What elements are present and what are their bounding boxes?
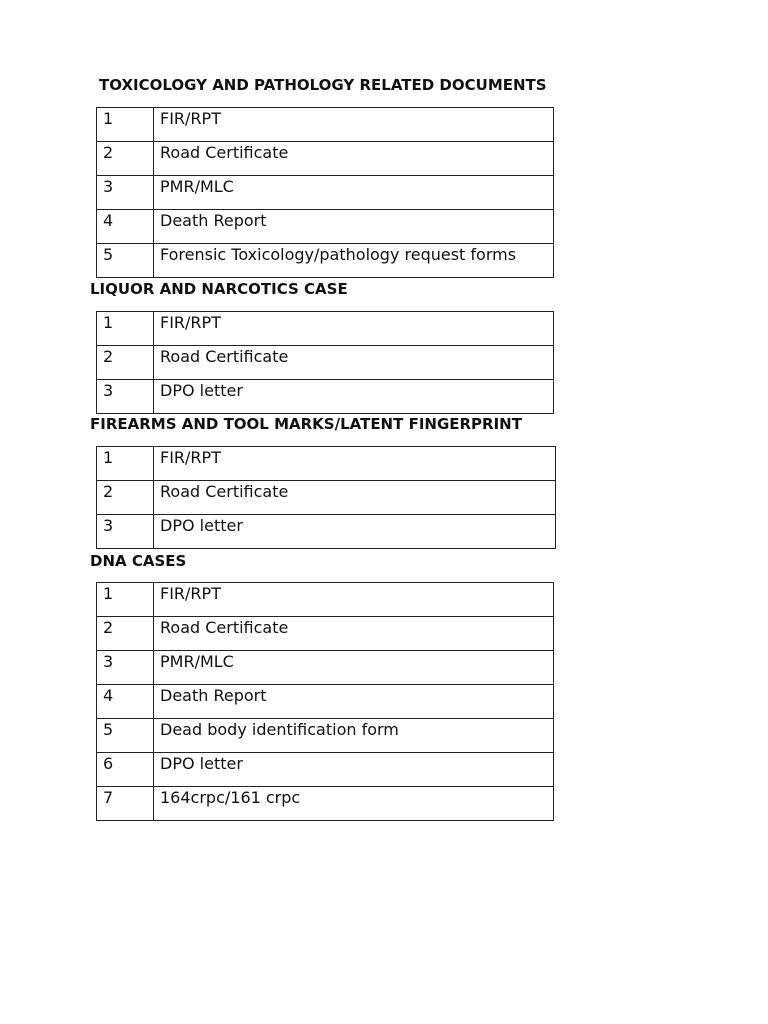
document-name: PMR/MLC (154, 176, 554, 210)
section-heading-firearms: FIREARMS AND TOOL MARKS/LATENT FINGERPRINT (90, 415, 522, 433)
row-number: 2 (97, 346, 154, 380)
document-name: Death Report (154, 210, 554, 244)
row-number: 5 (97, 719, 154, 753)
documents-table-liquor-narcotics (96, 311, 554, 414)
table-row (97, 312, 554, 346)
table-row (97, 787, 554, 821)
row-number: 1 (97, 583, 154, 617)
document-name: Dead body identification form (154, 719, 554, 753)
table-row (97, 617, 554, 651)
row-number: 1 (97, 312, 154, 346)
table-row (97, 380, 554, 414)
section-heading-toxicology: TOXICOLOGY AND PATHOLOGY RELATED DOCUMENTS (99, 76, 547, 94)
row-number: 2 (97, 617, 154, 651)
section-heading-dna: DNA CASES (90, 552, 187, 570)
table-row (97, 142, 554, 176)
document-name: Road Certificate (154, 617, 554, 651)
documents-table-firearms (96, 446, 556, 549)
row-number: 2 (97, 481, 154, 515)
document-name: Road Certificate (154, 142, 554, 176)
row-number: 3 (97, 651, 154, 685)
table-row (97, 719, 554, 753)
document-name: DPO letter (154, 515, 556, 549)
document-name: Road Certificate (154, 481, 556, 515)
table-row (97, 753, 554, 787)
row-number: 3 (97, 380, 154, 414)
row-number: 5 (97, 244, 154, 278)
document-name: FIR/RPT (154, 108, 554, 142)
document-name: DPO letter (154, 380, 554, 414)
document-name: Road Certificate (154, 346, 554, 380)
document-name: Forensic Toxicology/pathology request forms (154, 244, 554, 278)
table-row (97, 651, 554, 685)
table-row (97, 447, 556, 481)
table-row (97, 108, 554, 142)
table-row (97, 481, 556, 515)
documents-table-dna (96, 582, 554, 821)
document-name: 164crpc/161 crpc (154, 787, 554, 821)
row-number: 1 (97, 108, 154, 142)
table-row (97, 176, 554, 210)
document-name: FIR/RPT (154, 583, 554, 617)
table-row (97, 244, 554, 278)
table-row (97, 583, 554, 617)
document-name: FIR/RPT (154, 447, 556, 481)
document-name: FIR/RPT (154, 312, 554, 346)
section-heading-liquor-narcotics: LIQUOR AND NARCOTICS CASE (90, 280, 348, 298)
row-number: 1 (97, 447, 154, 481)
row-number: 4 (97, 685, 154, 719)
table-row (97, 346, 554, 380)
row-number: 7 (97, 787, 154, 821)
row-number: 4 (97, 210, 154, 244)
table-row (97, 515, 556, 549)
document-name: PMR/MLC (154, 651, 554, 685)
table-row (97, 210, 554, 244)
row-number: 3 (97, 515, 154, 549)
row-number: 6 (97, 753, 154, 787)
document-name: Death Report (154, 685, 554, 719)
documents-table-toxicology (96, 107, 554, 278)
row-number: 3 (97, 176, 154, 210)
table-row (97, 685, 554, 719)
document-name: DPO letter (154, 753, 554, 787)
row-number: 2 (97, 142, 154, 176)
